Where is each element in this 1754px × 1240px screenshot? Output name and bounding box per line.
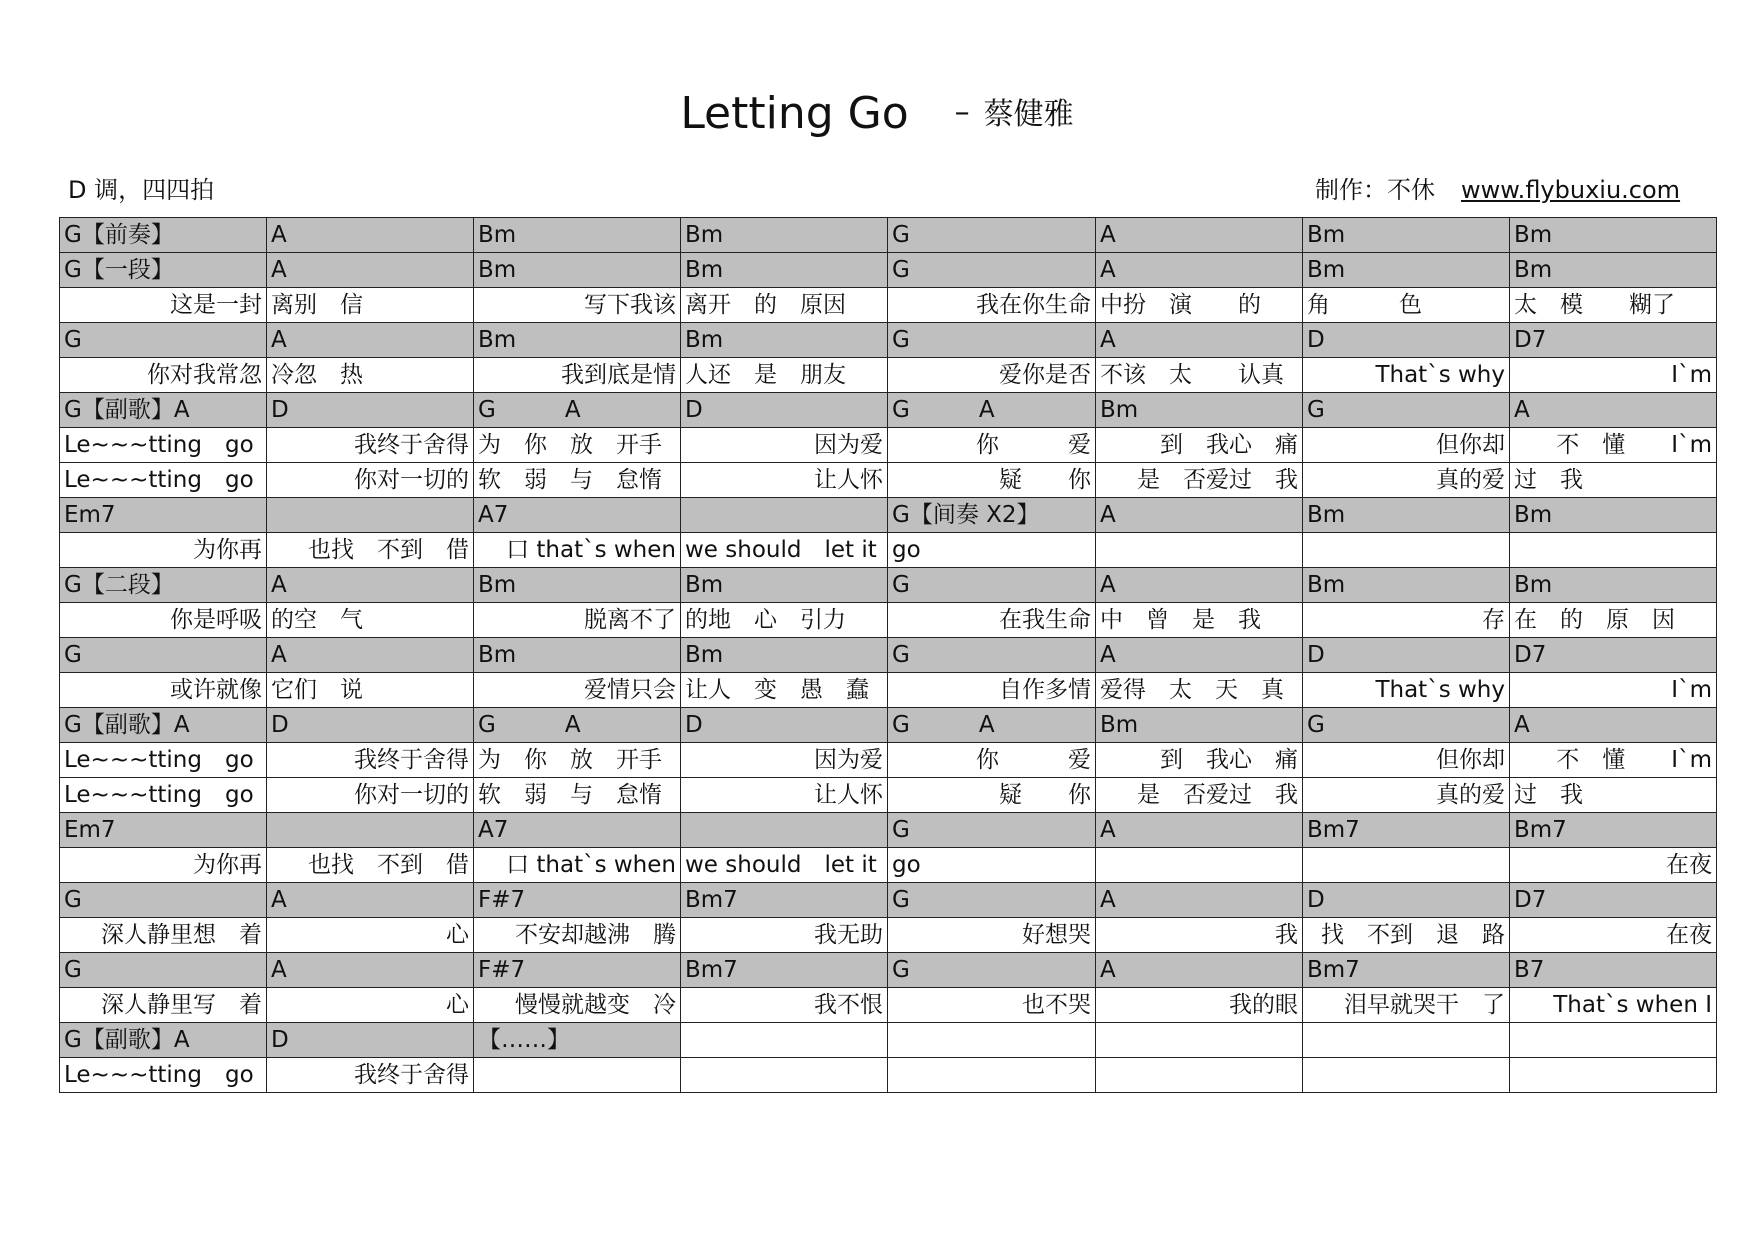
lyric-cell: 不 懂 I`m <box>1510 743 1717 778</box>
lyric-cell: go <box>888 848 1096 883</box>
lyric-cell: 好想哭 <box>888 918 1096 953</box>
lyric-cell: 深人静里写 着 <box>60 988 267 1023</box>
lyric-cell: 心 <box>267 918 474 953</box>
lyric-cell: 太 模 糊了 <box>1510 288 1717 323</box>
lyric-cell: 写下我该 <box>474 288 681 323</box>
chord-cell: D <box>267 708 474 743</box>
chord-cell: A <box>1096 638 1303 673</box>
chord-cell: Bm7 <box>1303 953 1510 988</box>
lyric-cell: 你对一切的 <box>267 463 474 498</box>
chord-cell: G【一段】 <box>60 253 267 288</box>
song-title: Letting Go <box>680 88 909 139</box>
lyric-row <box>60 743 1717 778</box>
chord-cell: G <box>60 883 267 918</box>
chord-cell: A7 <box>474 813 681 848</box>
chord-cell: 【……】 <box>474 1023 681 1058</box>
chord-cell: A <box>1096 568 1303 603</box>
title-row <box>0 88 1754 139</box>
chord-cell: G <box>1303 708 1510 743</box>
credit-author: 制作：不休 <box>1315 176 1435 204</box>
lyric-row <box>60 603 1717 638</box>
chord-cell: Bm <box>474 638 681 673</box>
lyric-row <box>60 533 1717 568</box>
lyric-cell: 我终于舍得 <box>267 743 474 778</box>
lyric-cell: 你对一切的 <box>267 778 474 813</box>
lyric-cell: 爱你是否 <box>888 358 1096 393</box>
lyric-cell: 让人怀 <box>681 778 888 813</box>
lyric-cell: 口 that`s when <box>474 533 681 568</box>
lyric-row <box>60 1058 1717 1093</box>
lyric-row <box>60 288 1717 323</box>
chord-cell: G <box>888 568 1096 603</box>
chord-cell: Bm <box>1303 498 1510 533</box>
lyric-cell: 真的爱 <box>1303 463 1510 498</box>
lyric-cell <box>888 1058 1096 1093</box>
chord-cell: Bm <box>1303 568 1510 603</box>
lyric-cell: 我的眼 <box>1096 988 1303 1023</box>
lyric-cell: 角 色 <box>1303 288 1510 323</box>
chord-cell: D <box>681 393 888 428</box>
chord-cell: A <box>1096 253 1303 288</box>
lyric-cell: 在我生命 <box>888 603 1096 638</box>
chord-row <box>60 708 1717 743</box>
lyric-cell: Le~~~tting go <box>60 463 267 498</box>
lyric-cell: 不安却越沸 腾 <box>474 918 681 953</box>
chord-cell: G <box>888 638 1096 673</box>
chord-cell: G <box>1303 393 1510 428</box>
chord-cell: Bm <box>681 638 888 673</box>
lyric-cell: 这是一封 <box>60 288 267 323</box>
lyric-cell: 中 曾 是 我 <box>1096 603 1303 638</box>
lyric-cell: 为 你 放 开手 <box>474 743 681 778</box>
chord-cell: A <box>267 568 474 603</box>
chord-cell: A <box>1510 393 1717 428</box>
chord-cell: Bm <box>1510 498 1717 533</box>
lyric-cell <box>1510 1058 1717 1093</box>
lyric-row <box>60 428 1717 463</box>
lyric-cell: we should let it <box>681 533 888 568</box>
chord-cell: G <box>60 323 267 358</box>
lyric-cell: 心 <box>267 988 474 1023</box>
chord-cell: Bm <box>1303 218 1510 253</box>
chord-cell: D <box>1303 883 1510 918</box>
lyric-cell: 你 爱 <box>888 428 1096 463</box>
lyric-cell: 爱得 太 天 真 <box>1096 673 1303 708</box>
chord-cell <box>1510 1023 1717 1058</box>
chord-cell <box>1096 1023 1303 1058</box>
lyric-cell: 我在你生命 <box>888 288 1096 323</box>
lyric-row <box>60 848 1717 883</box>
lyric-cell: 也不哭 <box>888 988 1096 1023</box>
chord-cell: F#7 <box>474 883 681 918</box>
chord-cell <box>1303 1023 1510 1058</box>
chord-cell: Bm <box>1096 393 1303 428</box>
chord-cell: Bm <box>474 218 681 253</box>
chord-cell: D <box>267 393 474 428</box>
chord-cell: G A <box>888 393 1096 428</box>
chord-cell: Bm <box>474 323 681 358</box>
chord-cell: A <box>267 253 474 288</box>
lyric-cell: 我 <box>1096 918 1303 953</box>
chord-row <box>60 323 1717 358</box>
chord-cell: D7 <box>1510 323 1717 358</box>
chord-row <box>60 218 1717 253</box>
lyric-cell: 的地 心 引力 <box>681 603 888 638</box>
lyric-cell: 是 否爱过 我 <box>1096 778 1303 813</box>
chord-cell: Bm <box>1510 253 1717 288</box>
lyric-row <box>60 918 1717 953</box>
lyric-cell: 为你再 <box>60 848 267 883</box>
chord-cell: D <box>681 708 888 743</box>
lyric-cell: 的空 气 <box>267 603 474 638</box>
chord-cell: D7 <box>1510 638 1717 673</box>
lyric-row <box>60 358 1717 393</box>
lyric-cell: I`m <box>1510 358 1717 393</box>
lyric-cell: 软 弱 与 怠惰 <box>474 778 681 813</box>
lyric-cell <box>681 1058 888 1093</box>
chord-cell: A <box>1096 813 1303 848</box>
chord-cell: F#7 <box>474 953 681 988</box>
chord-cell: A <box>1096 953 1303 988</box>
chord-cell: Bm <box>1096 708 1303 743</box>
chord-row <box>60 568 1717 603</box>
chord-cell: G <box>888 883 1096 918</box>
lyric-row <box>60 673 1717 708</box>
lyric-cell: 人还 是 朋友 <box>681 358 888 393</box>
chord-cell <box>888 1023 1096 1058</box>
lyric-cell: 我不恨 <box>681 988 888 1023</box>
chord-cell: B7 <box>1510 953 1717 988</box>
chord-cell <box>267 498 474 533</box>
chord-row <box>60 1023 1717 1058</box>
chord-cell: G <box>888 218 1096 253</box>
lyric-cell: That`s why <box>1303 358 1510 393</box>
chord-row <box>60 883 1717 918</box>
chord-cell <box>681 498 888 533</box>
lyric-cell: Le~~~tting go <box>60 428 267 463</box>
chord-row <box>60 813 1717 848</box>
chord-cell: Bm7 <box>681 883 888 918</box>
chord-cell: G【副歌】A <box>60 708 267 743</box>
lyric-cell: 过 我 <box>1510 463 1717 498</box>
lyric-cell: 也找 不到 借 <box>267 848 474 883</box>
chord-cell: G【副歌】A <box>60 1023 267 1058</box>
chord-cell: A <box>267 883 474 918</box>
key-signature: D 调，四四拍 <box>68 176 215 204</box>
lyric-cell: 中扮 演 的 <box>1096 288 1303 323</box>
chord-cell: G A <box>474 708 681 743</box>
lyric-cell: go <box>888 533 1096 568</box>
chord-cell: Bm <box>681 253 888 288</box>
chord-cell: G <box>888 323 1096 358</box>
lyric-cell: 因为爱 <box>681 428 888 463</box>
chord-cell: D <box>1303 638 1510 673</box>
lyric-cell: 但你却 <box>1303 428 1510 463</box>
lyric-cell: 我无助 <box>681 918 888 953</box>
lyric-cell <box>1096 533 1303 568</box>
chord-cell: G <box>60 638 267 673</box>
chord-cell: Bm <box>474 568 681 603</box>
lyric-cell: 存 <box>1303 603 1510 638</box>
lyric-cell <box>1510 533 1717 568</box>
chord-cell: Em7 <box>60 498 267 533</box>
chord-cell: G【二段】 <box>60 568 267 603</box>
chord-cell: A <box>1096 323 1303 358</box>
chord-cell: A <box>1096 883 1303 918</box>
lyric-cell: 我终于舍得 <box>267 428 474 463</box>
lyric-row <box>60 463 1717 498</box>
chord-cell: Bm <box>1510 218 1717 253</box>
credit-url-link[interactable]: www.flybuxiu.com <box>1461 176 1681 204</box>
lyric-cell: 疑 你 <box>888 778 1096 813</box>
chord-cell: Bm <box>1510 568 1717 603</box>
lyric-cell: 软 弱 与 怠惰 <box>474 463 681 498</box>
lyric-cell: 为你再 <box>60 533 267 568</box>
chord-row <box>60 393 1717 428</box>
lyric-cell: 不该 太 认真 <box>1096 358 1303 393</box>
chord-cell <box>681 813 888 848</box>
chord-cell: D <box>1303 323 1510 358</box>
chord-cell: G【副歌】A <box>60 393 267 428</box>
chord-cell: D <box>267 1023 474 1058</box>
lyric-cell: 真的爱 <box>1303 778 1510 813</box>
chord-cell: Bm <box>681 218 888 253</box>
chord-row <box>60 638 1717 673</box>
chord-cell: Bm <box>681 568 888 603</box>
lyric-cell: 你对我常忽 <box>60 358 267 393</box>
lyric-cell: 过 我 <box>1510 778 1717 813</box>
chord-cell <box>681 1023 888 1058</box>
lyric-cell: Le~~~tting go <box>60 1058 267 1093</box>
lyric-cell: 因为爱 <box>681 743 888 778</box>
chord-cell: A <box>1096 218 1303 253</box>
lyric-cell: 在夜 <box>1510 848 1717 883</box>
lyric-cell: 离别 信 <box>267 288 474 323</box>
credit <box>1315 170 1680 205</box>
lyric-cell: 我到底是情 <box>474 358 681 393</box>
chord-cell: A <box>267 323 474 358</box>
lyric-cell: 让人 变 愚 蠢 <box>681 673 888 708</box>
chord-cell: Bm <box>1303 253 1510 288</box>
lyric-cell <box>1096 848 1303 883</box>
lyric-cell: 为 你 放 开手 <box>474 428 681 463</box>
lyric-cell: 不 懂 I`m <box>1510 428 1717 463</box>
lyric-cell: 到 我心 痛 <box>1096 743 1303 778</box>
chord-cell: A <box>267 638 474 673</box>
lyric-cell: 但你却 <box>1303 743 1510 778</box>
lyric-cell: That`s why <box>1303 673 1510 708</box>
lyric-cell: 口 that`s when <box>474 848 681 883</box>
chord-cell: Bm7 <box>681 953 888 988</box>
chord-cell: Bm7 <box>1303 813 1510 848</box>
lyric-cell: 在 的 原 因 <box>1510 603 1717 638</box>
chord-cell <box>267 813 474 848</box>
lyric-row <box>60 988 1717 1023</box>
lyric-cell: 或许就像 <box>60 673 267 708</box>
lyric-cell: 泪早就哭干 了 <box>1303 988 1510 1023</box>
chord-cell: Bm7 <box>1510 813 1717 848</box>
lyric-cell: I`m <box>1510 673 1717 708</box>
lyric-cell <box>1303 1058 1510 1093</box>
chord-cell: G <box>888 813 1096 848</box>
lyric-cell: Le~~~tting go <box>60 743 267 778</box>
artist-name: 蔡健雅 <box>983 97 1074 132</box>
lyric-cell: 慢慢就越变 冷 <box>474 988 681 1023</box>
lyric-cell: 也找 不到 借 <box>267 533 474 568</box>
lyric-cell: 爱情只会 <box>474 673 681 708</box>
chord-cell: A <box>267 218 474 253</box>
lyric-cell: 脱离不了 <box>474 603 681 638</box>
lyric-cell <box>474 1058 681 1093</box>
chord-cell: Bm <box>681 323 888 358</box>
chord-row <box>60 953 1717 988</box>
lyric-cell: 深人静里想 着 <box>60 918 267 953</box>
lyric-cell: 你 爱 <box>888 743 1096 778</box>
lyric-cell: 它们 说 <box>267 673 474 708</box>
lyric-cell: 是 否爱过 我 <box>1096 463 1303 498</box>
lyric-cell: 冷忽 热 <box>267 358 474 393</box>
lyric-row <box>60 778 1717 813</box>
title-dash: – <box>954 95 970 130</box>
lyric-cell: 离开 的 原因 <box>681 288 888 323</box>
lyric-cell: That`s when I <box>1510 988 1717 1023</box>
chord-cell: Bm <box>474 253 681 288</box>
lyric-cell: Le~~~tting go <box>60 778 267 813</box>
lyric-cell: 你是呼吸 <box>60 603 267 638</box>
chord-cell: A <box>1510 708 1717 743</box>
chord-cell: G A <box>888 708 1096 743</box>
chord-cell: G A <box>474 393 681 428</box>
chord-cell: G <box>888 253 1096 288</box>
chord-cell: G【间奏 X2】 <box>888 498 1096 533</box>
chord-cell: D7 <box>1510 883 1717 918</box>
chord-cell: G <box>888 953 1096 988</box>
lyric-cell <box>1303 533 1510 568</box>
lyric-cell <box>1096 1058 1303 1093</box>
chord-cell: A7 <box>474 498 681 533</box>
chord-cell: G <box>60 953 267 988</box>
lyric-cell: 疑 你 <box>888 463 1096 498</box>
chord-cell: A <box>267 953 474 988</box>
chord-row <box>60 253 1717 288</box>
lyric-cell: 我终于舍得 <box>267 1058 474 1093</box>
chord-cell: A <box>1096 498 1303 533</box>
lyric-cell: 到 我心 痛 <box>1096 428 1303 463</box>
lyric-cell: 自作多情 <box>888 673 1096 708</box>
chord-cell: Em7 <box>60 813 267 848</box>
lyric-cell: 找 不到 退 路 <box>1303 918 1510 953</box>
lyric-cell <box>1303 848 1510 883</box>
lyric-cell: 在夜 <box>1510 918 1717 953</box>
chord-cell: G【前奏】 <box>60 218 267 253</box>
lyric-cell: 让人怀 <box>681 463 888 498</box>
lyric-cell: we should let it <box>681 848 888 883</box>
chord-row <box>60 498 1717 533</box>
chord-sheet-table <box>59 217 1717 1093</box>
